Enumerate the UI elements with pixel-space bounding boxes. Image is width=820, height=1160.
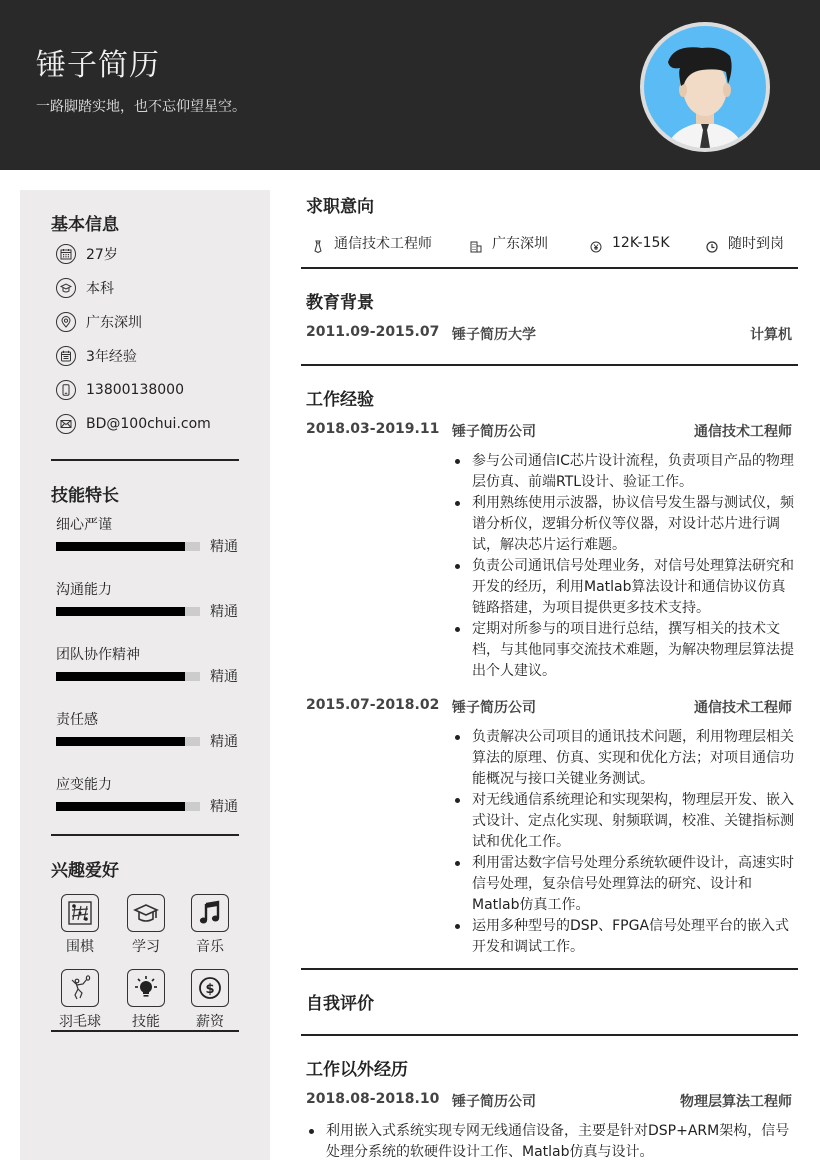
skill-name: 细心严谨 [56, 517, 112, 533]
avatar [640, 22, 770, 152]
skill-bar-fill [56, 542, 185, 551]
work-bullet: 对无线通信系统理论和实现架构，物理层开发、嵌入式设计、定点化实现、射频联调，校准、关键指标测试和优化工作。 [452, 790, 794, 853]
intent-position-value: 通信技术工程师 [334, 235, 432, 252]
man-avatar-icon [644, 26, 766, 148]
hobby-label: 技能 [132, 1014, 160, 1030]
location-pin-icon [56, 312, 76, 332]
skill-bar [56, 672, 200, 681]
skill-name: 应变能力 [56, 777, 112, 793]
hobby-salary [180, 969, 240, 1031]
section-divider [301, 267, 798, 269]
sidebar-divider [51, 459, 239, 461]
hobby-skill [116, 969, 176, 1031]
section-divider [301, 364, 798, 366]
info-email [56, 413, 211, 435]
resume-motto: 一路脚踏实地，也不忘仰望星空。 [36, 99, 246, 115]
skill-bar-fill [56, 672, 185, 681]
skill-level: 精通 [210, 799, 238, 815]
work-bullet: 利用雷达数字信号处理分系统软硬件设计，高速实时信号处理，复杂信号处理算法的研究、设计和Matlab仿真工作。 [452, 853, 794, 916]
skills-title: 技能特长 [51, 486, 119, 506]
lightbulb-icon [127, 969, 165, 1007]
education-date: 2011.09-2015.07 [306, 324, 440, 340]
resume-name: 锤子简历 [36, 48, 160, 83]
info-location [56, 311, 142, 333]
intent-city-value: 广东深圳 [492, 235, 548, 252]
skill-item [56, 579, 244, 620]
badminton-icon [61, 969, 99, 1007]
intent-availability [706, 232, 784, 253]
extra-bullets [306, 1121, 796, 1160]
work-role: 通信技术工程师 [694, 424, 792, 440]
work-bullet: 利用熟练使用示波器，协议信号发生器与测试仪，频谱分析仪，逻辑分析仪等仪器，对设计芯片进行调试，解决芯片运行难题。 [452, 493, 794, 556]
work-role: 通信技术工程师 [694, 700, 792, 716]
info-education-value: 本科 [86, 281, 114, 297]
skill-item [56, 644, 244, 685]
intent-salary-value: 12K-15K [612, 234, 670, 251]
tie-icon [312, 240, 324, 253]
education-row [306, 324, 792, 344]
work-bullet: 负责解决公司项目的通讯技术问题，利用物理层相关算法的原理、仿真、实现和优化方法；对项目通信功能概况与接口关键业务测试。 [452, 727, 794, 790]
intent-availability-value: 随时到岗 [728, 235, 784, 252]
hobby-study [116, 894, 176, 956]
info-phone-value[interactable]: 13800138000 [86, 382, 184, 398]
skill-bar [56, 542, 200, 551]
yen-icon [590, 240, 602, 253]
music-note-icon [191, 894, 229, 932]
info-phone [56, 379, 184, 401]
info-education [56, 277, 114, 299]
education-major: 计算机 [750, 327, 792, 343]
hobbies-section [51, 856, 239, 881]
dollar-icon [191, 969, 229, 1007]
section-divider [301, 968, 798, 970]
go-board-icon [61, 894, 99, 932]
hobby-label: 音乐 [196, 939, 224, 955]
skill-bar-fill [56, 607, 185, 616]
sidebar-divider [51, 834, 239, 836]
info-email-value[interactable]: BD@100chui.com [86, 416, 211, 432]
work-bullet: 定期对所参与的项目进行总结，撰写相关的技术文档，与其他同事交流技术难题，为解决物理层算法提出个人建议。 [452, 619, 794, 682]
phone-icon [56, 380, 76, 400]
info-age [56, 243, 118, 265]
section-divider [301, 1034, 798, 1036]
svg-text:$: $ [205, 982, 215, 997]
extra-company: 锤子简历公司 [452, 1094, 536, 1110]
sidebar [20, 190, 270, 1160]
work-bullets [452, 451, 794, 682]
hobby-label: 学习 [132, 939, 160, 955]
info-experience-value: 3年经验 [86, 349, 137, 365]
skill-item [56, 514, 244, 555]
intent-city [470, 232, 548, 253]
skill-name: 责任感 [56, 712, 98, 728]
skill-name: 沟通能力 [56, 582, 112, 598]
skill-bar [56, 802, 200, 811]
hobby-music [180, 894, 240, 956]
extra-row [306, 1091, 792, 1111]
hobby-badminton [50, 969, 110, 1031]
intent-salary [590, 232, 670, 253]
extra-role: 物理层算法工程师 [680, 1094, 792, 1110]
extra-bullet: 利用嵌入式系统实现专网无线通信设备，主要是针对DSP+ARM架构，信号处理分系统的软硬件设计工作、Matlab仿真与设计。 [306, 1121, 796, 1160]
skill-level: 精通 [210, 669, 238, 685]
extra-date: 2018.08-2018.10 [306, 1091, 440, 1107]
education-title: 教育背景 [306, 293, 374, 313]
skill-level: 精通 [210, 734, 238, 750]
skill-item [56, 709, 244, 750]
work-bullet: 参与公司通信IC芯片设计流程，负责项目产品的物理层仿真、前端RTL设计、验证工作。 [452, 451, 794, 493]
skill-name: 团队协作精神 [56, 647, 140, 663]
hobby-go [50, 894, 110, 956]
calendar-icon [56, 244, 76, 264]
hobby-label: 薪资 [196, 1014, 224, 1030]
work-row [306, 421, 792, 441]
skill-level: 精通 [210, 539, 238, 555]
hobbies-title: 兴趣爱好 [51, 861, 119, 881]
sidebar-divider [51, 1030, 239, 1032]
building-icon [470, 240, 482, 253]
intent-position [312, 232, 432, 253]
info-experience [56, 345, 137, 367]
work-row [306, 697, 792, 717]
skill-level: 精通 [210, 604, 238, 620]
self-eval-title: 自我评价 [306, 994, 374, 1014]
skill-bar-fill [56, 802, 185, 811]
skills-section [51, 481, 239, 506]
job-intent-title: 求职意向 [306, 197, 374, 217]
work-company: 锤子简历公司 [452, 424, 536, 440]
graduation-cap-icon [127, 894, 165, 932]
mail-icon [56, 414, 76, 434]
work-bullet: 运用多种型号的DSP、FPGA信号处理平台的嵌入式开发和调试工作。 [452, 916, 794, 958]
skill-item [56, 774, 244, 815]
calendar-icon [56, 346, 76, 366]
skill-bar [56, 607, 200, 616]
resume-header [0, 0, 820, 170]
work-date: 2015.07-2018.02 [306, 697, 440, 713]
skill-bar [56, 737, 200, 746]
work-title: 工作经验 [306, 390, 374, 410]
work-bullet: 负责公司通讯信号处理业务，对信号处理算法研究和开发的经历，利用Matlab算法设计和通信协议仿真链路搭建，为项目提供更多技术支持。 [452, 556, 794, 619]
extra-title: 工作以外经历 [306, 1060, 408, 1080]
education-school: 锤子简历大学 [452, 327, 536, 343]
work-bullets [452, 727, 794, 958]
skill-bar-fill [56, 737, 185, 746]
work-company: 锤子简历公司 [452, 700, 536, 716]
work-date: 2018.03-2019.11 [306, 421, 440, 437]
info-age-value: 27岁 [86, 247, 118, 263]
graduation-cap-icon [56, 278, 76, 298]
info-location-value: 广东深圳 [86, 315, 142, 331]
hobby-label: 羽毛球 [59, 1014, 101, 1030]
basic-info-title: 基本信息 [51, 215, 119, 235]
basic-info-section [51, 210, 239, 235]
clock-icon [706, 240, 718, 253]
hobby-label: 围棋 [66, 939, 94, 955]
